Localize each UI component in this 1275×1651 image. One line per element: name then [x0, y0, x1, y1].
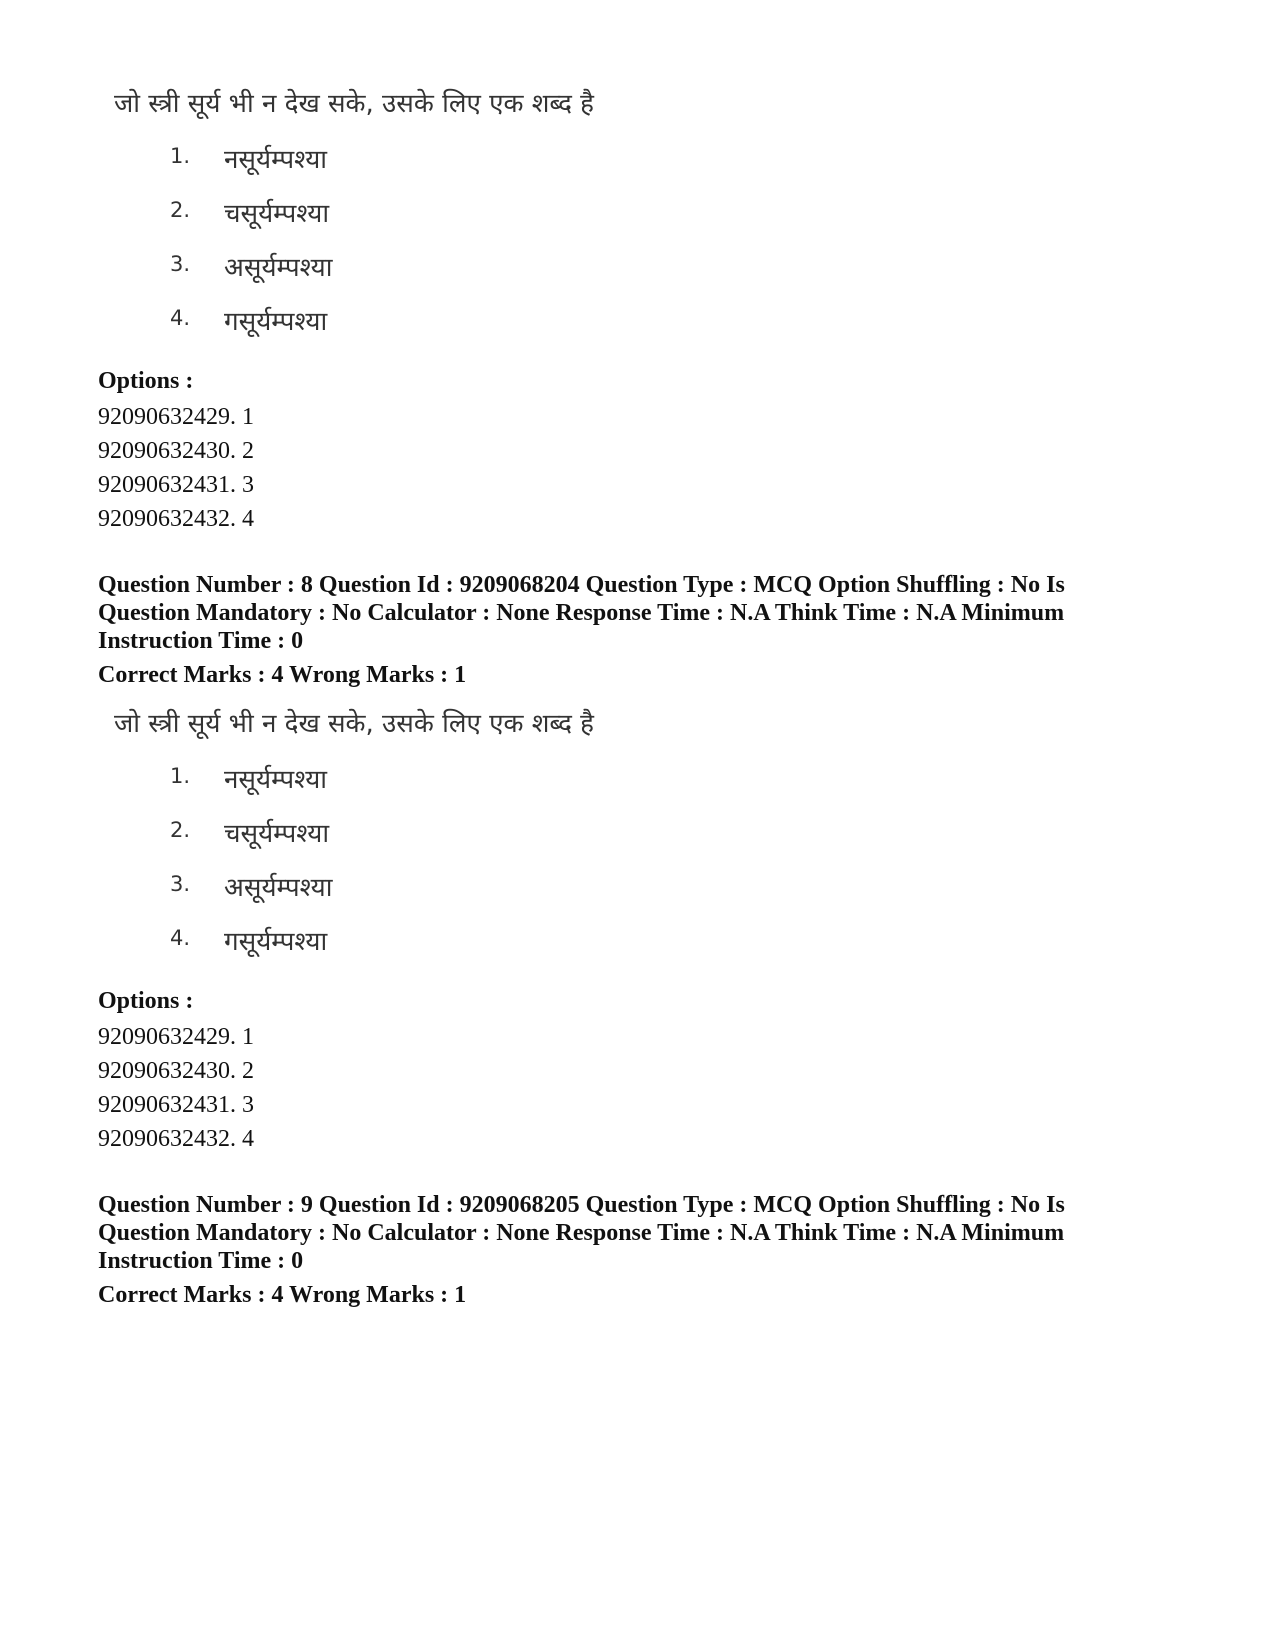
choice-text: चसूर्यम्पश्या — [224, 199, 330, 229]
question-meta-line: Question Number : 9 Question Id : 9209068205 Question Type : MCQ Option Shuffling : No Is — [98, 1192, 1065, 1218]
options-list — [98, 400, 798, 536]
question-image — [110, 706, 710, 976]
options-title: Options : — [98, 368, 194, 394]
option-item: 92090632431. 3 — [98, 1092, 254, 1118]
choice-number: 2. — [170, 818, 191, 842]
choice-number: 1. — [170, 764, 191, 788]
question-text: जो स्त्री सूर्य भी न देख सके, उसके लिए एक शब्द है — [114, 89, 594, 119]
choice-text: गसूर्यम्पश्या — [224, 307, 328, 337]
question-image — [110, 86, 710, 356]
choice-text: नसूर्यम्पश्या — [224, 145, 328, 175]
choice-text: चसूर्यम्पश्या — [224, 819, 330, 849]
choice-number: 4. — [170, 306, 191, 330]
options-block — [98, 986, 798, 1156]
choice-item — [110, 760, 710, 814]
choice-item — [110, 302, 710, 356]
marks-line: Correct Marks : 4 Wrong Marks : 1 — [98, 662, 467, 688]
choice-text: गसूर्यम्पश्या — [224, 927, 328, 957]
question-meta-line: Question Mandatory : No Calculator : None Response Time : N.A Think Time : N.A Minimum — [98, 600, 1065, 626]
option-item: 92090632431. 3 — [98, 472, 254, 498]
question-meta — [98, 571, 1108, 689]
choice-number: 1. — [170, 144, 191, 168]
option-item: 92090632430. 2 — [98, 1058, 254, 1084]
choice-text: असूर्यम्पश्या — [224, 873, 333, 903]
choice-item — [110, 814, 710, 868]
question-meta — [98, 1191, 1108, 1309]
choice-item — [110, 868, 710, 922]
option-item: 92090632429. 1 — [98, 1024, 254, 1050]
option-item: 92090632430. 2 — [98, 438, 254, 464]
question-meta-line: Instruction Time : 0 — [98, 628, 304, 654]
options-title: Options : — [98, 988, 194, 1014]
choice-item — [110, 194, 710, 248]
choice-number: 2. — [170, 198, 191, 222]
option-item: 92090632429. 1 — [98, 404, 254, 430]
choice-text: नसूर्यम्पश्या — [224, 765, 328, 795]
question-meta-line: Question Number : 8 Question Id : 9209068204 Question Type : MCQ Option Shuffling : No Is — [98, 572, 1065, 598]
choice-text: असूर्यम्पश्या — [224, 253, 333, 283]
options-block — [98, 366, 798, 536]
option-item: 92090632432. 4 — [98, 1126, 254, 1152]
choice-item — [110, 922, 710, 976]
choice-number: 3. — [170, 252, 191, 276]
question-text: जो स्त्री सूर्य भी न देख सके, उसके लिए एक शब्द है — [114, 709, 594, 739]
question-meta-line: Question Mandatory : No Calculator : None Response Time : N.A Think Time : N.A Minimum — [98, 1220, 1065, 1246]
choice-number: 4. — [170, 926, 191, 950]
question-meta-line: Instruction Time : 0 — [98, 1248, 304, 1274]
options-list — [98, 1020, 798, 1156]
choice-item — [110, 248, 710, 302]
choice-item — [110, 140, 710, 194]
choice-number: 3. — [170, 872, 191, 896]
option-item: 92090632432. 4 — [98, 506, 254, 532]
marks-line: Correct Marks : 4 Wrong Marks : 1 — [98, 1282, 467, 1308]
